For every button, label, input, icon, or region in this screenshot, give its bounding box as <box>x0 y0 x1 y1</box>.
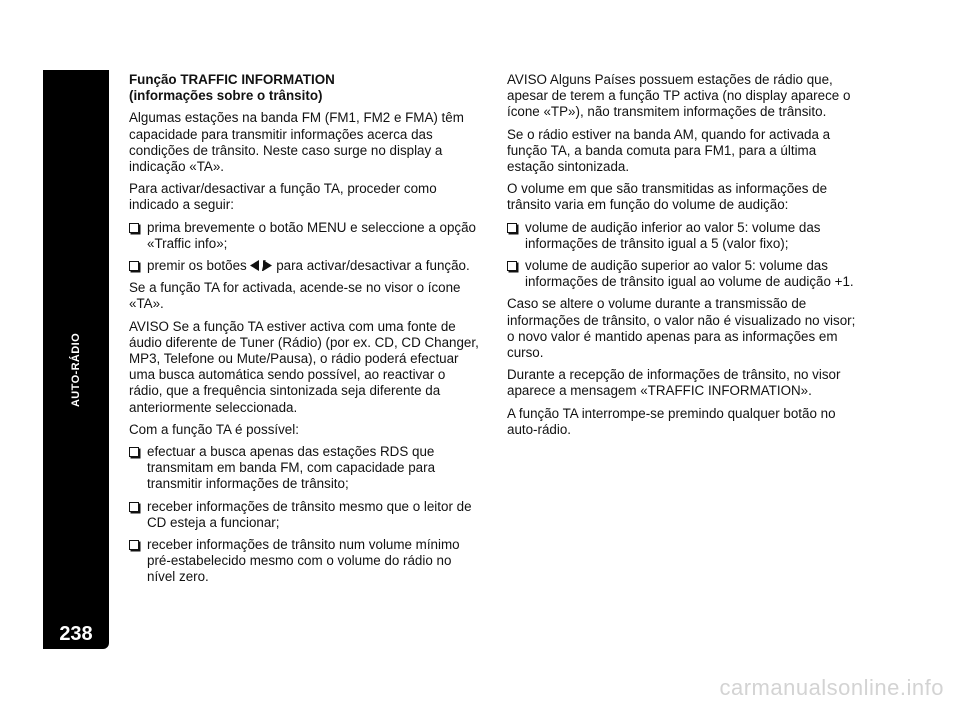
paragraph: AVISO Alguns Países possuem estações de rádio que, apesar de terem a função TP activa (no display aparece o ícone «TP»), não transmitem informações de trânsito. <box>507 72 851 120</box>
checkbox-bullet-icon <box>507 223 517 233</box>
paragraph: Se o rádio estiver na banda AM, quando for activada a função TA, a banda comuta para FM1, para a última estação sintonizada. <box>507 126 831 175</box>
list-item <box>129 499 481 531</box>
section-title-line2: (informações sobre o trânsito) <box>129 88 323 104</box>
right-column <box>507 72 859 444</box>
list-item <box>129 220 481 252</box>
paragraph: Caso se altere o volume durante a transmissão de informações de trânsito, o valor não é visualizado no visor; o novo valor é mantido apenas para as informações em curso. <box>507 296 856 361</box>
left-column <box>129 72 481 592</box>
paragraph: A função TA interrompe-se premindo qualquer botão no auto-rádio. <box>507 405 836 437</box>
section-title-line1: Função TRAFFIC INFORMATION <box>129 72 335 87</box>
list-item <box>129 537 481 586</box>
checkbox-bullet-icon <box>129 540 139 550</box>
section-title <box>129 72 481 104</box>
paragraph: Com a função TA é possível: <box>129 421 299 437</box>
checkbox-bullet-icon <box>129 261 139 271</box>
list-item-text: efectuar a busca apenas das estações RDS que transmitam em banda FM, com capacidade para transmitir informações de trânsito; <box>147 444 436 492</box>
list-item <box>129 258 481 274</box>
list-item <box>129 444 481 493</box>
list-item-text-after: para activar/desactivar a função. <box>276 258 470 274</box>
checkbox-bullet-icon <box>129 223 139 233</box>
checkbox-bullet-icon <box>507 261 517 271</box>
checkbox-bullet-icon <box>129 502 139 512</box>
list-item-text: receber informações de trânsito mesmo que o leitor de CD esteja a funcionar; <box>147 498 472 530</box>
paragraph: Durante a recepção de informações de trânsito, no visor aparece a mensagem «TRAFFIC INFORMATION». <box>507 367 841 399</box>
paragraph: Algumas estações na banda FM (FM1, FM2 e FMA) têm capacidade para transmitir informações acerca das condições de trânsito. Neste caso surge no display a indicação «TA». <box>129 110 464 175</box>
paragraph: O volume em que são transmitidas as informações de trânsito varia em função do volume de audição: <box>507 181 828 213</box>
watermark: carmanualsonline.info <box>719 675 944 700</box>
paragraph: Se a função TA for activada, acende-se no visor o ícone «TA». <box>129 280 461 312</box>
paragraph: Para activar/desactivar a função TA, proceder como indicado a seguir: <box>129 181 437 213</box>
list-item-text: volume de audição superior ao valor 5: volume das informações de trânsito igual ao volume de audição +1. <box>525 258 854 290</box>
checkbox-bullet-icon <box>129 447 139 457</box>
list-item-text: volume de audição inferior ao valor 5: volume das informações de trânsito igual a 5 (valor fixo); <box>525 219 821 251</box>
list-item <box>507 220 859 252</box>
paragraph: AVISO Se a função TA estiver activa com uma fonte de áudio diferente de Tuner (Rádio) (por ex. CD, CD Changer, MP3, Telefone ou Mute/Pausa), o rádio poderá efectuar uma busca automática sendo possível, ao reactivar o rádio, que a frequência sintonizada seja diferente da anteriormente seleccionada. <box>129 318 479 415</box>
list-item-text-before: premir os botões <box>147 258 247 274</box>
left-right-arrow-buttons-icon <box>250 260 272 271</box>
list-item-text: receber informações de trânsito num volume mínimo pré-estabelecido mesmo com o volume do rádio no nível zero. <box>147 537 460 585</box>
section-tab <box>43 70 109 649</box>
list-item-text: prima brevemente o botão MENU e seleccione a opção «Traffic info»; <box>147 219 476 251</box>
section-label: AUTO-RÁDIO <box>70 332 82 408</box>
page-number: 238 <box>59 622 93 645</box>
list-item <box>507 258 859 290</box>
